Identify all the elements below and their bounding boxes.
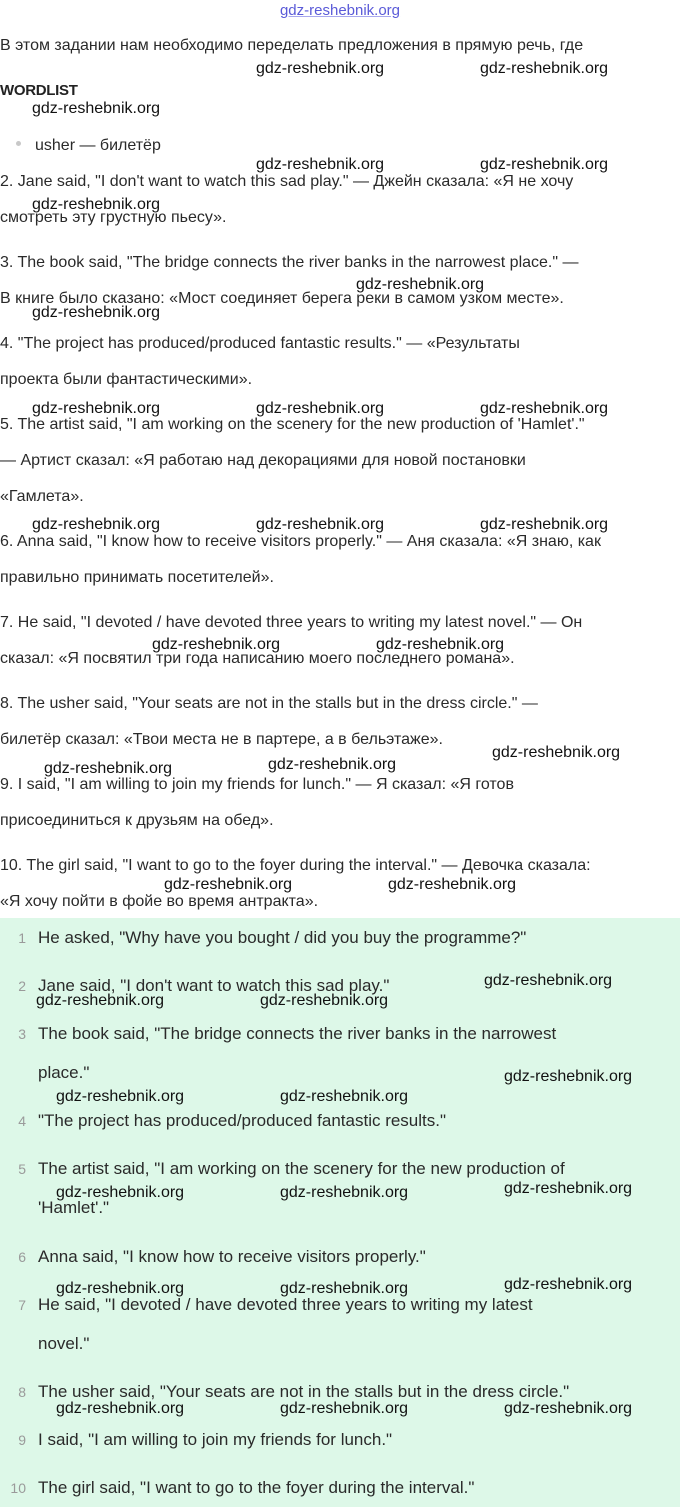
answer-number: 5 (18, 1161, 26, 1177)
answer-line: The book said, "The bridge connects the river banks in the narrowest (38, 1024, 557, 1043)
watermark: gdz-reshebnik.org (56, 1088, 185, 1105)
answers-block (0, 918, 680, 1507)
wordlist-title: WORDLIST (0, 82, 78, 99)
watermark: gdz-reshebnik.org (280, 1400, 409, 1417)
watermark: gdz-reshebnik.org (32, 100, 161, 117)
text-line: проекта были фантастическими». (0, 371, 253, 388)
watermark: gdz-reshebnik.org (32, 400, 161, 417)
answer-number: 2 (18, 978, 26, 994)
watermark: gdz-reshebnik.org (56, 1184, 185, 1201)
watermark: gdz-reshebnik.org (32, 516, 161, 533)
watermark: gdz-reshebnik.org (164, 876, 293, 893)
text-line: правильно принимать посетителей». (0, 569, 274, 586)
answer-number: 10 (10, 1480, 26, 1496)
answer-line: The girl said, "I want to go to the foyer during the interval." (38, 1478, 475, 1497)
text-line: смотреть эту грустную пьесу». (0, 209, 227, 226)
watermark: gdz-reshebnik.org (388, 876, 517, 893)
watermark: gdz-reshebnik.org (256, 60, 385, 77)
watermark: gdz-reshebnik.org (256, 156, 385, 173)
watermark: gdz-reshebnik.org (480, 516, 609, 533)
answer-number: 9 (18, 1432, 26, 1448)
text-line: 10. The girl said, "I want to go to the foyer during the interval." — Девочка сказала: (0, 857, 591, 874)
text-line: 7. He said, "I devoted / have devoted three years to writing my latest novel." — Он (0, 614, 583, 631)
watermark: gdz-reshebnik.org (504, 1400, 633, 1417)
watermark: gdz-reshebnik.org (484, 972, 613, 989)
text-line: 8. The usher said, "Your seats are not in the stalls but in the dress circle." — (0, 695, 538, 712)
text-line: «Я хочу пойти в фойе во время антракта». (0, 893, 319, 910)
watermark: gdz-reshebnik.org (152, 636, 281, 653)
text-line: 5. The artist said, "I am working on the scenery for the new production of 'Hamlet'." (0, 416, 585, 433)
watermark: gdz-reshebnik.org (492, 744, 621, 761)
watermark: gdz-reshebnik.org (56, 1400, 185, 1417)
watermark: gdz-reshebnik.org (256, 400, 385, 417)
watermark: gdz-reshebnik.org (260, 992, 389, 1009)
answer-number: 7 (18, 1297, 26, 1313)
watermark: gdz-reshebnik.org (32, 304, 161, 321)
answer-line: Anna said, "I know how to receive visitors properly." (38, 1247, 426, 1266)
answer-number: 1 (18, 930, 26, 946)
watermark: gdz-reshebnik.org (480, 400, 609, 417)
text-line: 9. I said, "I am willing to join my friends for lunch." — Я сказал: «Я готов (0, 776, 514, 793)
answer-line: Jane said, "I don't want to watch this sad play." (38, 976, 390, 995)
text-line: 6. Anna said, "I know how to receive visitors properly." — Аня сказала: «Я знаю, как (0, 533, 601, 550)
answer-line: He said, "I devoted / have devoted three years to writing my latest (38, 1295, 533, 1314)
watermark: gdz-reshebnik.org (280, 1088, 409, 1105)
wordlist-item (16, 136, 161, 156)
text-line: 3. The book said, "The bridge connects the river banks in the narrowest place." — (0, 254, 579, 271)
watermark: gdz-reshebnik.org (36, 992, 165, 1009)
watermark: gdz-reshebnik.org (32, 196, 161, 213)
watermark: gdz-reshebnik.org (504, 1180, 633, 1197)
text-line: «Гамлета». (0, 488, 84, 505)
answer-number: 4 (18, 1113, 26, 1129)
wordlist-item-text: usher — билетёр (35, 137, 161, 154)
watermark: gdz-reshebnik.org (480, 60, 609, 77)
text-line: — Артист сказал: «Я работаю над декорациями для новой постановки (0, 452, 526, 469)
intro-text: В этом задании нам необходимо переделать предложения в прямую речь, где (0, 37, 584, 54)
text-line: присоединиться к друзьям на обед». (0, 812, 274, 829)
bullet-dot-icon (16, 141, 21, 146)
watermark: gdz-reshebnik.org (280, 1184, 409, 1201)
watermark: gdz-reshebnik.org (256, 516, 385, 533)
answer-line: I said, "I am willing to join my friends for lunch." (38, 1430, 393, 1449)
text-line: 4. "The project has produced/produced fantastic results." — «Результаты (0, 335, 520, 352)
answer-line: He asked, "Why have you bought / did you buy the programme?" (38, 928, 527, 947)
watermark: gdz-reshebnik.org (480, 156, 609, 173)
answer-line: 'Hamlet'." (38, 1198, 110, 1217)
text-line: 2. Jane said, "I don't want to watch this sad play." — Джейн сказала: «Я не хочу (0, 173, 574, 190)
answer-line: novel." (38, 1334, 90, 1353)
watermark: gdz-reshebnik.org (504, 1276, 633, 1293)
answer-line: The usher said, "Your seats are not in the stalls but in the dress circle." (38, 1382, 570, 1401)
answer-number: 8 (18, 1384, 26, 1400)
watermark: gdz-reshebnik.org (376, 636, 505, 653)
watermark: gdz-reshebnik.org (356, 276, 485, 293)
answer-line: The artist said, "I am working on the scenery for the new production of (38, 1159, 565, 1178)
answer-number: 6 (18, 1249, 26, 1265)
text-line: В книге было сказано: «Мост соединяет берега реки в самом узком месте». (0, 290, 564, 307)
watermark: gdz-reshebnik.org (268, 756, 397, 773)
text-line: сказал: «Я посвятил три года написанию моего последнего романа». (0, 650, 515, 667)
watermark: gdz-reshebnik.org (56, 1280, 185, 1297)
text-line: билетёр сказал: «Твои места не в партере, а в бельэтаже». (0, 731, 443, 748)
answer-line: place." (38, 1063, 90, 1082)
answer-line: "The project has produced/produced fantastic results." (38, 1111, 447, 1130)
watermark: gdz-reshebnik.org (44, 760, 173, 777)
watermark: gdz-reshebnik.org (280, 1280, 409, 1297)
answer-number: 3 (18, 1026, 26, 1042)
watermark: gdz-reshebnik.org (504, 1068, 633, 1085)
header-link[interactable]: gdz-reshebnik.org (279, 2, 401, 19)
